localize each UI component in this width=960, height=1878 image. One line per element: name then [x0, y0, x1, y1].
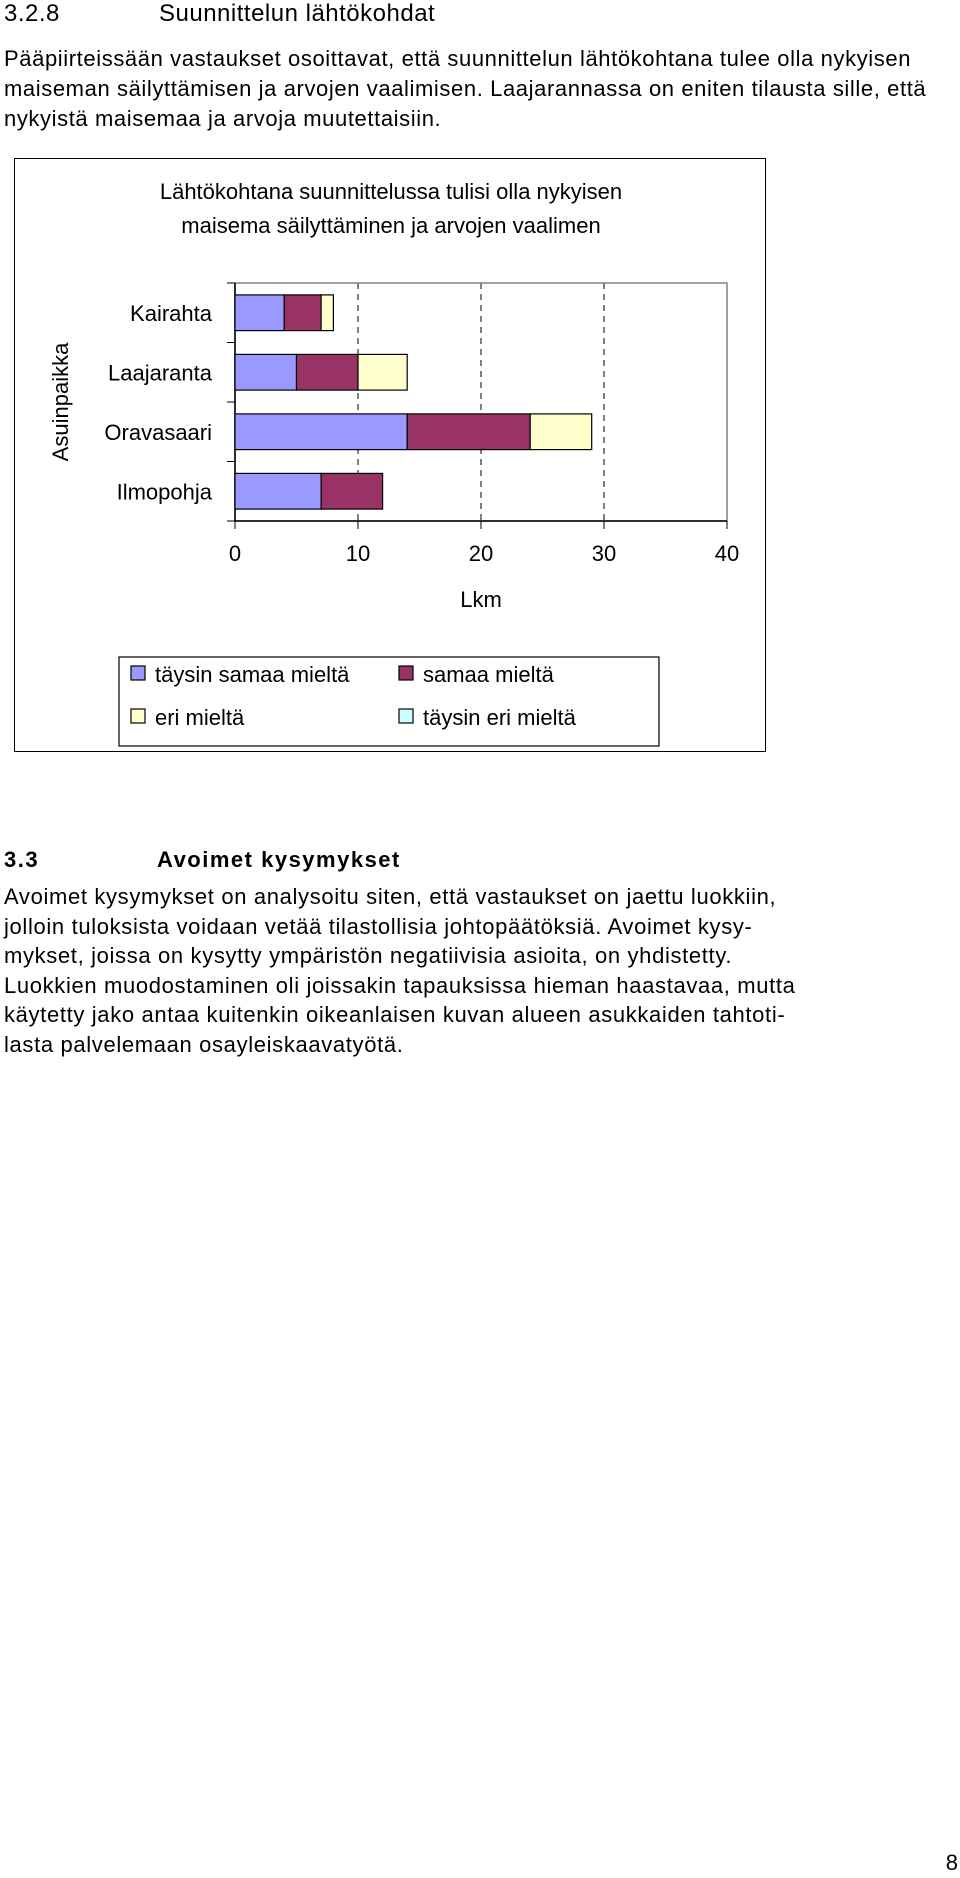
bar-segment: [530, 414, 592, 450]
page-number: 8: [945, 1850, 958, 1875]
y-category-label: Laajaranta: [108, 360, 212, 386]
chart-container: [14, 158, 766, 752]
paragraph-line: Avoimet kysymykset on analysoitu siten, että vastaukset on jaettu luokkiin,: [4, 884, 777, 909]
x-tick-label: 0: [228, 541, 242, 566]
section2-title: Avoimet kysymykset: [157, 847, 401, 872]
paragraph-line: Luokkien muodostaminen oli joissakin tapauksissa hieman haastavaa, mutta: [4, 972, 796, 998]
open-questions-paragraph: [4, 882, 958, 1060]
chart-title-line: maisema säilyttäminen ja arvojen vaalimen: [181, 213, 601, 238]
bar-segment: [358, 354, 407, 390]
x-tick-label: 30: [591, 541, 617, 566]
legend-label: täysin samaa mieltä: [155, 662, 350, 687]
legend-swatch: [399, 709, 413, 723]
x-tick-label: 40: [714, 541, 740, 566]
y-category-label: Oravasaari: [104, 419, 212, 445]
section-heading: [4, 0, 435, 28]
legend-label: täysin eri mieltä: [423, 705, 576, 730]
y-category-label: Kairahta: [130, 300, 212, 326]
bar-segment: [321, 295, 333, 331]
y-category-label: Ilmopohja: [116, 479, 212, 505]
y-axis-title: Asuinpaikka: [48, 342, 73, 462]
bar-segment: [284, 295, 321, 331]
x-tick-label: 10: [345, 541, 371, 566]
bar-segment: [407, 414, 530, 450]
bar-segment: [235, 295, 284, 331]
paragraph-line: jolloin tuloksista voidaan vetää tilastollisia johtopäätöksiä. Avoimet kysy-: [4, 913, 753, 939]
intro-paragraph: Pääpiirteissään vastaukset osoittavat, että suunnittelun lähtökohtana tulee olla nykyisen maiseman säilyttämisen ja arvojen vaalimisen. Laajarannassa on eniten tilausta sille, että nykyistä maisemaa ja arvoja muutettaisiin.: [4, 46, 927, 131]
paragraph-line: lasta palvelemaan osayleiskaavatyötä.: [4, 1031, 404, 1057]
bar-segment: [235, 473, 321, 509]
legend-label: eri mieltä: [155, 705, 245, 730]
paragraph-line: käytetty jako antaa kuitenkin oikeanlaisen kuvan alueen asukkaiden tahtoti-: [4, 1002, 786, 1028]
chart-title-line: Lähtökohtana suunnittelussa tulisi olla nykyisen: [159, 179, 623, 204]
section-number: 3.2.8: [4, 0, 60, 27]
legend-swatch: [399, 666, 413, 680]
legend-swatch: [131, 709, 145, 723]
x-tick-label: 20: [468, 541, 494, 566]
bar-segment: [297, 354, 359, 390]
stacked-bar-chart: [15, 159, 767, 753]
legend-swatch: [131, 666, 145, 680]
section2-heading: [4, 847, 401, 873]
bar-segment: [321, 473, 383, 509]
bar-segment: [235, 414, 407, 450]
x-axis-title: Lkm: [460, 587, 502, 612]
section2-number: 3.3: [4, 847, 40, 872]
bar-segment: [235, 354, 297, 390]
section-title: Suunnittelun lähtökohdat: [159, 0, 436, 27]
legend-label: samaa mieltä: [423, 662, 554, 687]
paragraph-line: mykset, joissa on kysytty ympäristön negatiivisia asioita, on yhdistetty.: [4, 943, 733, 969]
